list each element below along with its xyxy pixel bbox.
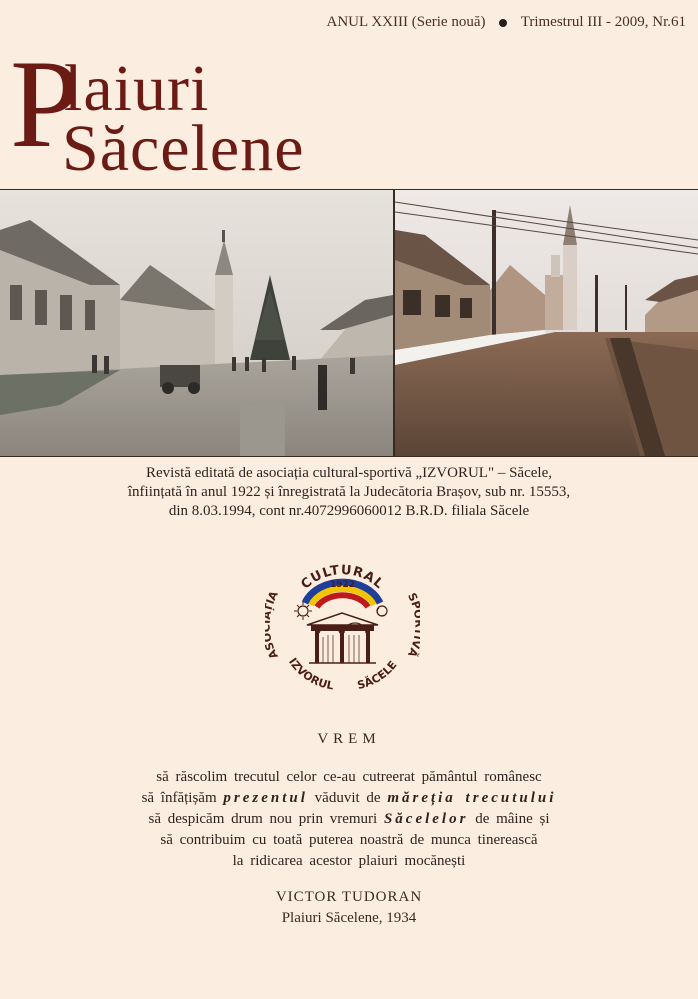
sun-icon	[294, 602, 312, 620]
magazine-masthead	[10, 35, 370, 188]
cover-photos	[0, 189, 698, 457]
gate-icon	[307, 613, 378, 663]
masthead-initial: P	[10, 35, 81, 174]
motto-signature	[0, 887, 698, 929]
series-label: (Serie nouă)	[411, 14, 486, 30]
motto-author: VICTOR TUDORAN	[275, 889, 423, 905]
emblem-left-text: A A	[265, 588, 281, 662]
emblem-right-text: S Ă	[405, 590, 420, 660]
emblem-year: 1922	[329, 580, 356, 590]
motto-line-1: să răscolim trecutul celor ce-au cutreerat pământul românesc	[156, 769, 542, 785]
motto-line-2-b: văduvit de	[314, 790, 381, 806]
svg-text:SPORTIVĂ	[405, 591, 420, 660]
motto-line-2-a: să înfățișăm	[141, 790, 217, 806]
emblem-bottom-left-text: IZVORUL	[285, 655, 335, 693]
motto-emphasis-sacelelor: Săcelelor	[383, 811, 469, 827]
masthead-line2: Săcelene	[62, 112, 305, 185]
separator-dot-icon	[499, 19, 507, 27]
motto-emphasis-maretia: măreția trecutului	[387, 790, 557, 806]
motto-line-3	[0, 809, 698, 830]
issue-number: Trimestrul III - 2009, Nr.61	[520, 14, 686, 30]
issue-header	[327, 14, 687, 31]
svg-text:ASOCIAȚIA	[265, 589, 281, 661]
svg-text:IZVORUL	[286, 656, 335, 693]
old-street-photo	[0, 190, 395, 456]
motto-line-3-b: de mâine și	[475, 811, 550, 827]
volume-year: ANUL XXIII	[326, 14, 409, 30]
motto-line-5: la ridicarea acestor plaiuri mocănești	[232, 853, 466, 869]
motto-line-4: să contribuim cu toată puterea noastră de munca tinerească	[160, 832, 538, 848]
motto-line-2	[0, 788, 698, 809]
vrem-heading: VREM	[317, 731, 381, 747]
association-emblem	[265, 545, 420, 700]
motto-source: Plaiuri Săcelene, 1934	[281, 910, 417, 926]
new-street-photo	[395, 190, 698, 456]
publisher-info	[0, 464, 698, 521]
emblem-bottom-right-text: SĂCELE	[356, 658, 400, 693]
motto-block	[0, 767, 698, 872]
moon-icon	[377, 606, 387, 616]
publisher-line-2: înființată în anul 1922 și înregistrată la Judecătoria Brașov, sub nr. 15553,	[127, 484, 571, 500]
motto-line-3-a: să despicăm drum nou prin vremuri	[148, 811, 378, 827]
emblem-top-text: CULTURAL	[298, 562, 387, 593]
publisher-line-1: Revistă editată de asociația cultural-sportivă „IZVORUL" – Săcele,	[146, 465, 552, 481]
masthead-line1: laiuri	[64, 52, 210, 125]
publisher-line-3: din 8.03.1994, cont nr.4072996060012 B.R.D. filiala Săcele	[168, 503, 530, 519]
motto-emphasis-prezentul: prezentul	[223, 790, 308, 806]
